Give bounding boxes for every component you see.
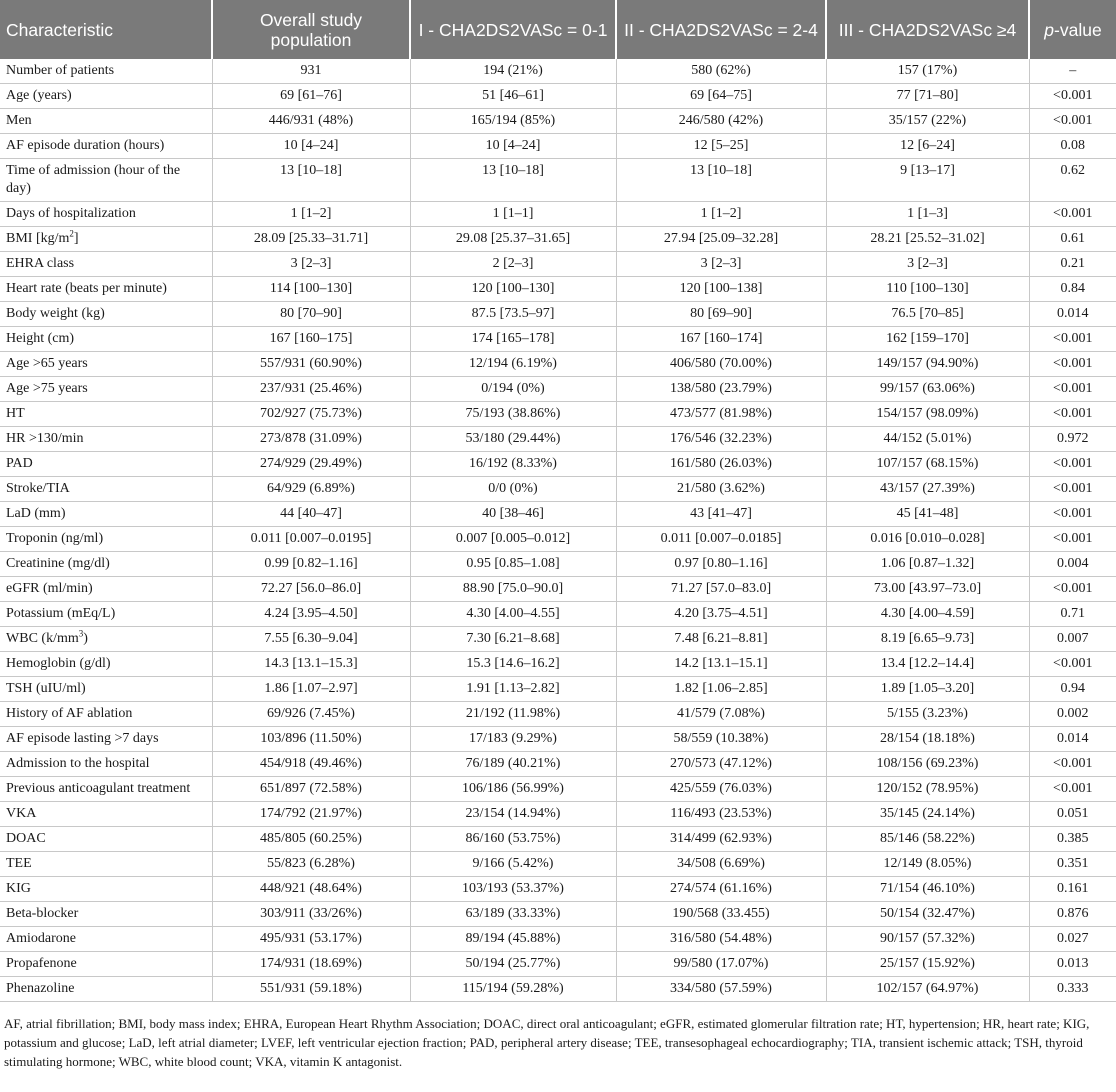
- header-overall: Overall study population: [212, 0, 410, 59]
- p-value-cell: <0.001: [1029, 777, 1116, 802]
- group-2-cell: 334/580 (57.59%): [616, 977, 826, 1002]
- group-2-cell: 274/574 (61.16%): [616, 877, 826, 902]
- p-value-cell: <0.001: [1029, 477, 1116, 502]
- p-value-cell: <0.001: [1029, 577, 1116, 602]
- group-1-cell: 15.3 [14.6–16.2]: [410, 652, 616, 677]
- table-row: [0, 952, 1116, 977]
- p-value-cell: 0.94: [1029, 677, 1116, 702]
- group-2-cell: 270/573 (47.12%): [616, 752, 826, 777]
- group-2-cell: 3 [2–3]: [616, 252, 826, 277]
- table-row: [0, 252, 1116, 277]
- group-2-cell: 7.48 [6.21–8.81]: [616, 627, 826, 652]
- overall-cell: 72.27 [56.0–86.0]: [212, 577, 410, 602]
- group-2-cell: 43 [41–47]: [616, 502, 826, 527]
- characteristic-cell: KIG: [0, 877, 212, 902]
- table-row: [0, 59, 1116, 84]
- group-1-cell: 0.007 [0.005–0.012]: [410, 527, 616, 552]
- overall-cell: 1.86 [1.07–2.97]: [212, 677, 410, 702]
- table-row: [0, 402, 1116, 427]
- p-value-cell: <0.001: [1029, 109, 1116, 134]
- group-3-cell: 73.00 [43.97–73.0]: [826, 577, 1029, 602]
- group-2-cell: 190/568 (33.455): [616, 902, 826, 927]
- overall-cell: 0.99 [0.82–1.16]: [212, 552, 410, 577]
- p-value-cell: 0.014: [1029, 727, 1116, 752]
- group-1-cell: 115/194 (59.28%): [410, 977, 616, 1002]
- group-3-cell: 1.89 [1.05–3.20]: [826, 677, 1029, 702]
- characteristic-cell: Propafenone: [0, 952, 212, 977]
- table-row: [0, 477, 1116, 502]
- group-2-cell: 1 [1–2]: [616, 202, 826, 227]
- table-row: [0, 852, 1116, 877]
- group-2-cell: 99/580 (17.07%): [616, 952, 826, 977]
- p-value-cell: 0.051: [1029, 802, 1116, 827]
- group-3-cell: 13.4 [12.2–14.4]: [826, 652, 1029, 677]
- characteristic-cell: eGFR (ml/min): [0, 577, 212, 602]
- characteristic-cell: DOAC: [0, 827, 212, 852]
- table-row: [0, 602, 1116, 627]
- table-row: [0, 977, 1116, 1002]
- overall-cell: 13 [10–18]: [212, 159, 410, 202]
- group-2-cell: 69 [64–75]: [616, 84, 826, 109]
- characteristic-cell: Admission to the hospital: [0, 752, 212, 777]
- characteristic-cell: Phenazoline: [0, 977, 212, 1002]
- group-2-cell: 473/577 (81.98%): [616, 402, 826, 427]
- group-2-cell: 1.82 [1.06–2.85]: [616, 677, 826, 702]
- group-2-cell: 138/580 (23.79%): [616, 377, 826, 402]
- group-2-cell: 246/580 (42%): [616, 109, 826, 134]
- characteristic-cell: Age (years): [0, 84, 212, 109]
- characteristic-cell: WBC $(k/mm^3)$: [0, 627, 212, 652]
- overall-cell: 557/931 (60.90%): [212, 352, 410, 377]
- group-2-cell: 41/579 (7.08%): [616, 702, 826, 727]
- group-1-cell: 89/194 (45.88%): [410, 927, 616, 952]
- group-1-cell: 106/186 (56.99%): [410, 777, 616, 802]
- group-3-cell: 12 [6–24]: [826, 134, 1029, 159]
- group-2-cell: 161/580 (26.03%): [616, 452, 826, 477]
- characteristic-cell: Potassium (mEq/L): [0, 602, 212, 627]
- p-value-cell: <0.001: [1029, 202, 1116, 227]
- group-3-cell: 154/157 (98.09%): [826, 402, 1029, 427]
- header-group-1: I - CHA2DS2VASc = 0-1: [410, 0, 616, 59]
- group-1-cell: 1 [1–1]: [410, 202, 616, 227]
- group-2-cell: 71.27 [57.0–83.0]: [616, 577, 826, 602]
- group-1-cell: 4.30 [4.00–4.55]: [410, 602, 616, 627]
- group-3-cell: 43/157 (27.39%): [826, 477, 1029, 502]
- table-row: [0, 302, 1116, 327]
- characteristic-cell: PAD: [0, 452, 212, 477]
- p-value-cell: <0.001: [1029, 652, 1116, 677]
- group-1-cell: 174 [165–178]: [410, 327, 616, 352]
- overall-cell: 0.011 [0.007–0.0195]: [212, 527, 410, 552]
- group-2-cell: 406/580 (70.00%): [616, 352, 826, 377]
- table-row: [0, 452, 1116, 477]
- p-value-cell: 0.027: [1029, 927, 1116, 952]
- p-value-cell: 0.333: [1029, 977, 1116, 1002]
- table-row: [0, 227, 1116, 252]
- characteristic-cell: HT: [0, 402, 212, 427]
- group-1-cell: 10 [4–24]: [410, 134, 616, 159]
- overall-cell: 485/805 (60.25%): [212, 827, 410, 852]
- group-1-cell: 50/194 (25.77%): [410, 952, 616, 977]
- overall-cell: 14.3 [13.1–15.3]: [212, 652, 410, 677]
- group-3-cell: 85/146 (58.22%): [826, 827, 1029, 852]
- overall-cell: 80 [70–90]: [212, 302, 410, 327]
- p-value-cell: 0.002: [1029, 702, 1116, 727]
- group-2-cell: 34/508 (6.69%): [616, 852, 826, 877]
- table-row: [0, 277, 1116, 302]
- characteristic-cell: VKA: [0, 802, 212, 827]
- group-1-cell: 29.08 [25.37–31.65]: [410, 227, 616, 252]
- overall-cell: 55/823 (6.28%): [212, 852, 410, 877]
- overall-cell: 167 [160–175]: [212, 327, 410, 352]
- p-value-cell: <0.001: [1029, 377, 1116, 402]
- group-3-cell: 110 [100–130]: [826, 277, 1029, 302]
- p-value-cell: 0.007: [1029, 627, 1116, 652]
- characteristic-cell: Amiodarone: [0, 927, 212, 952]
- group-3-cell: 35/145 (24.14%): [826, 802, 1029, 827]
- group-3-cell: 4.30 [4.00–4.59]: [826, 602, 1029, 627]
- p-value-cell: <0.001: [1029, 502, 1116, 527]
- group-2-cell: 21/580 (3.62%): [616, 477, 826, 502]
- group-1-cell: 9/166 (5.42%): [410, 852, 616, 877]
- group-3-cell: 108/156 (69.23%): [826, 752, 1029, 777]
- group-3-cell: 71/154 (46.10%): [826, 877, 1029, 902]
- group-2-cell: 116/493 (23.53%): [616, 802, 826, 827]
- overall-cell: 3 [2–3]: [212, 252, 410, 277]
- characteristic-cell: Days of hospitalization: [0, 202, 212, 227]
- overall-cell: 274/929 (29.49%): [212, 452, 410, 477]
- p-value-cell: 0.351: [1029, 852, 1116, 877]
- characteristic-cell: LaD (mm): [0, 502, 212, 527]
- table-row: [0, 627, 1116, 652]
- group-2-cell: 120 [100–138]: [616, 277, 826, 302]
- group-1-cell: 2 [2–3]: [410, 252, 616, 277]
- overall-cell: 69 [61–76]: [212, 84, 410, 109]
- p-value-cell: <0.001: [1029, 527, 1116, 552]
- group-1-cell: 103/193 (53.37%): [410, 877, 616, 902]
- group-2-cell: 425/559 (76.03%): [616, 777, 826, 802]
- group-1-cell: 165/194 (85%): [410, 109, 616, 134]
- group-3-cell: 9 [13–17]: [826, 159, 1029, 202]
- table-body: [0, 59, 1116, 1002]
- group-2-cell: 0.011 [0.007–0.0185]: [616, 527, 826, 552]
- group-3-cell: 25/157 (15.92%): [826, 952, 1029, 977]
- characteristic-cell: EHRA class: [0, 252, 212, 277]
- p-value-cell: 0.972: [1029, 427, 1116, 452]
- group-3-cell: 99/157 (63.06%): [826, 377, 1029, 402]
- table-row: [0, 327, 1116, 352]
- p-value-cell: <0.001: [1029, 402, 1116, 427]
- group-1-cell: 0/0 (0%): [410, 477, 616, 502]
- group-2-cell: 316/580 (54.48%): [616, 927, 826, 952]
- group-3-cell: 12/149 (8.05%): [826, 852, 1029, 877]
- table-row: [0, 552, 1116, 577]
- group-1-cell: 87.5 [73.5–97]: [410, 302, 616, 327]
- group-1-cell: 51 [46–61]: [410, 84, 616, 109]
- group-1-cell: 7.30 [6.21–8.68]: [410, 627, 616, 652]
- group-1-cell: 13 [10–18]: [410, 159, 616, 202]
- characteristic-cell: AF episode duration (hours): [0, 134, 212, 159]
- p-value-cell: <0.001: [1029, 84, 1116, 109]
- group-2-cell: 27.94 [25.09–32.28]: [616, 227, 826, 252]
- characteristic-cell: Creatinine (mg/dl): [0, 552, 212, 577]
- group-3-cell: 0.016 [0.010–0.028]: [826, 527, 1029, 552]
- p-value-cell: <0.001: [1029, 752, 1116, 777]
- group-3-cell: 90/157 (57.32%): [826, 927, 1029, 952]
- overall-cell: 64/929 (6.89%): [212, 477, 410, 502]
- group-3-cell: 8.19 [6.65–9.73]: [826, 627, 1029, 652]
- header-group-3: III - CHA2DS2VASc ≥4: [826, 0, 1029, 59]
- table-row: [0, 777, 1116, 802]
- group-3-cell: 44/152 (5.01%): [826, 427, 1029, 452]
- group-3-cell: 149/157 (94.90%): [826, 352, 1029, 377]
- group-1-cell: 40 [38–46]: [410, 502, 616, 527]
- table-row: [0, 377, 1116, 402]
- p-value-cell: –: [1029, 59, 1116, 84]
- overall-cell: 495/931 (53.17%): [212, 927, 410, 952]
- characteristic-cell: Hemoglobin (g/dl): [0, 652, 212, 677]
- p-value-cell: <0.001: [1029, 352, 1116, 377]
- group-2-cell: 4.20 [3.75–4.51]: [616, 602, 826, 627]
- characteristic-cell: Body weight (kg): [0, 302, 212, 327]
- overall-cell: 7.55 [6.30–9.04]: [212, 627, 410, 652]
- group-3-cell: 45 [41–48]: [826, 502, 1029, 527]
- group-1-cell: 17/183 (9.29%): [410, 727, 616, 752]
- overall-cell: 174/792 (21.97%): [212, 802, 410, 827]
- p-value-cell: 0.84: [1029, 277, 1116, 302]
- overall-cell: 10 [4–24]: [212, 134, 410, 159]
- p-value-cell: 0.21: [1029, 252, 1116, 277]
- characteristic-cell: TSH (uIU/ml): [0, 677, 212, 702]
- group-3-cell: 107/157 (68.15%): [826, 452, 1029, 477]
- overall-cell: 237/931 (25.46%): [212, 377, 410, 402]
- group-1-cell: 86/160 (53.75%): [410, 827, 616, 852]
- table-row: [0, 109, 1116, 134]
- table-row: [0, 752, 1116, 777]
- characteristic-cell: Stroke/TIA: [0, 477, 212, 502]
- header-group-2: II - CHA2DS2VASc = 2-4: [616, 0, 826, 59]
- overall-cell: 44 [40–47]: [212, 502, 410, 527]
- group-1-cell: 194 (21%): [410, 59, 616, 84]
- group-3-cell: 28.21 [25.52–31.02]: [826, 227, 1029, 252]
- overall-cell: 454/918 (49.46%): [212, 752, 410, 777]
- group-3-cell: 35/157 (22%): [826, 109, 1029, 134]
- group-3-cell: 3 [2–3]: [826, 252, 1029, 277]
- table-footnote: AF, atrial fibrillation; BMI, body mass index; EHRA, European Heart Rhythm Association; DOAC, direct oral anticoagulant; eGFR, estimated glomerular filtration rate; HT, hypertension; HR, heart rate; KIG, potassium and glucose; LaD, left atrial diameter; LVEF, left ventricular ejection fraction; PAD, peripheral artery disease; TEE, transesophageal echocardiography; TIA, transient ischemic attack; TSH, thyroid stimulating hormone; WBC, white blood count; VKA, vitamin K antagonist.: [4, 1016, 1090, 1069]
- characteristic-cell: Heart rate (beats per minute): [0, 277, 212, 302]
- p-value-cell: 0.62: [1029, 159, 1116, 202]
- group-3-cell: 5/155 (3.23%): [826, 702, 1029, 727]
- header-row: [0, 0, 1116, 59]
- p-value-cell: 0.004: [1029, 552, 1116, 577]
- group-2-cell: 14.2 [13.1–15.1]: [616, 652, 826, 677]
- characteristic-cell: Beta-blocker: [0, 902, 212, 927]
- characteristic-cell: Previous anticoagulant treatment: [0, 777, 212, 802]
- overall-cell: 114 [100–130]: [212, 277, 410, 302]
- p-value-cell: <0.001: [1029, 452, 1116, 477]
- overall-cell: 651/897 (72.58%): [212, 777, 410, 802]
- characteristic-cell: Men: [0, 109, 212, 134]
- p-value-cell: 0.08: [1029, 134, 1116, 159]
- group-2-cell: 167 [160–174]: [616, 327, 826, 352]
- header-characteristic: Characteristic: [0, 0, 212, 59]
- table-row: [0, 159, 1116, 202]
- characteristic-cell: AF episode lasting >7 days: [0, 727, 212, 752]
- group-3-cell: 76.5 [70–85]: [826, 302, 1029, 327]
- overall-cell: 174/931 (18.69%): [212, 952, 410, 977]
- group-1-cell: 16/192 (8.33%): [410, 452, 616, 477]
- group-3-cell: 102/157 (64.97%): [826, 977, 1029, 1002]
- group-1-cell: 63/189 (33.33%): [410, 902, 616, 927]
- p-value-cell: <0.001: [1029, 327, 1116, 352]
- table-row: [0, 927, 1116, 952]
- p-value-cell: 0.161: [1029, 877, 1116, 902]
- group-1-cell: 23/154 (14.94%): [410, 802, 616, 827]
- group-1-cell: 88.90 [75.0–90.0]: [410, 577, 616, 602]
- characteristic-cell: Time of admission (hour of the day): [0, 159, 212, 202]
- overall-cell: 551/931 (59.18%): [212, 977, 410, 1002]
- table-row: [0, 502, 1116, 527]
- group-1-cell: 75/193 (38.86%): [410, 402, 616, 427]
- header-p-value: p-value: [1029, 0, 1116, 59]
- group-2-cell: 80 [69–90]: [616, 302, 826, 327]
- p-value-cell: 0.71: [1029, 602, 1116, 627]
- characteristic-cell: Troponin (ng/ml): [0, 527, 212, 552]
- overall-cell: 303/911 (33/26%): [212, 902, 410, 927]
- group-2-cell: 314/499 (62.93%): [616, 827, 826, 852]
- group-1-cell: 0.95 [0.85–1.08]: [410, 552, 616, 577]
- group-2-cell: 176/546 (32.23%): [616, 427, 826, 452]
- group-1-cell: 120 [100–130]: [410, 277, 616, 302]
- group-3-cell: 28/154 (18.18%): [826, 727, 1029, 752]
- group-1-cell: 76/189 (40.21%): [410, 752, 616, 777]
- table-row: [0, 202, 1116, 227]
- overall-cell: 1 [1–2]: [212, 202, 410, 227]
- characteristic-cell: TEE: [0, 852, 212, 877]
- table-row: [0, 827, 1116, 852]
- characteristic-cell: Height (cm): [0, 327, 212, 352]
- p-value-cell: 0.014: [1029, 302, 1116, 327]
- overall-cell: 4.24 [3.95–4.50]: [212, 602, 410, 627]
- group-3-cell: 1.06 [0.87–1.32]: [826, 552, 1029, 577]
- group-2-cell: 58/559 (10.38%): [616, 727, 826, 752]
- table-row: [0, 877, 1116, 902]
- characteristic-cell: History of AF ablation: [0, 702, 212, 727]
- characteristic-cell: Age >65 years: [0, 352, 212, 377]
- table-row: [0, 802, 1116, 827]
- table-row: [0, 134, 1116, 159]
- table-row: [0, 727, 1116, 752]
- group-1-cell: 1.91 [1.13–2.82]: [410, 677, 616, 702]
- group-2-cell: 0.97 [0.80–1.16]: [616, 552, 826, 577]
- group-3-cell: 162 [159–170]: [826, 327, 1029, 352]
- group-1-cell: 12/194 (6.19%): [410, 352, 616, 377]
- table-row: [0, 577, 1116, 602]
- overall-cell: 28.09 [25.33–31.71]: [212, 227, 410, 252]
- table-row: [0, 527, 1116, 552]
- p-value-cell: 0.013: [1029, 952, 1116, 977]
- p-value-cell: 0.876: [1029, 902, 1116, 927]
- group-1-cell: 21/192 (11.98%): [410, 702, 616, 727]
- overall-cell: 702/927 (75.73%): [212, 402, 410, 427]
- group-3-cell: 50/154 (32.47%): [826, 902, 1029, 927]
- group-2-cell: 13 [10–18]: [616, 159, 826, 202]
- characteristic-cell: Number of patients: [0, 59, 212, 84]
- header-p-value-text: p: [1044, 19, 1055, 40]
- table-row: [0, 84, 1116, 109]
- overall-cell: 931: [212, 59, 410, 84]
- overall-cell: 446/931 (48%): [212, 109, 410, 134]
- table-header: [0, 0, 1116, 59]
- group-3-cell: 77 [71–80]: [826, 84, 1029, 109]
- p-value-cell: 0.61: [1029, 227, 1116, 252]
- characteristic-cell: HR >130/min: [0, 427, 212, 452]
- overall-cell: 448/921 (48.64%): [212, 877, 410, 902]
- group-3-cell: 1 [1–3]: [826, 202, 1029, 227]
- table-row: [0, 352, 1116, 377]
- table-row: [0, 427, 1116, 452]
- group-3-cell: 157 (17%): [826, 59, 1029, 84]
- group-2-cell: 580 (62%): [616, 59, 826, 84]
- table-row: [0, 902, 1116, 927]
- characteristic-cell: Age >75 years: [0, 377, 212, 402]
- table-row: [0, 652, 1116, 677]
- group-1-cell: 0/194 (0%): [410, 377, 616, 402]
- characteristic-cell: BMI $[kg/m^2]$: [0, 227, 212, 252]
- table-row: [0, 702, 1116, 727]
- table-row: [0, 677, 1116, 702]
- overall-cell: 69/926 (7.45%): [212, 702, 410, 727]
- group-3-cell: 120/152 (78.95%): [826, 777, 1029, 802]
- p-value-cell: 0.385: [1029, 827, 1116, 852]
- group-2-cell: 12 [5–25]: [616, 134, 826, 159]
- overall-cell: 103/896 (11.50%): [212, 727, 410, 752]
- group-1-cell: 53/180 (29.44%): [410, 427, 616, 452]
- overall-cell: 273/878 (31.09%): [212, 427, 410, 452]
